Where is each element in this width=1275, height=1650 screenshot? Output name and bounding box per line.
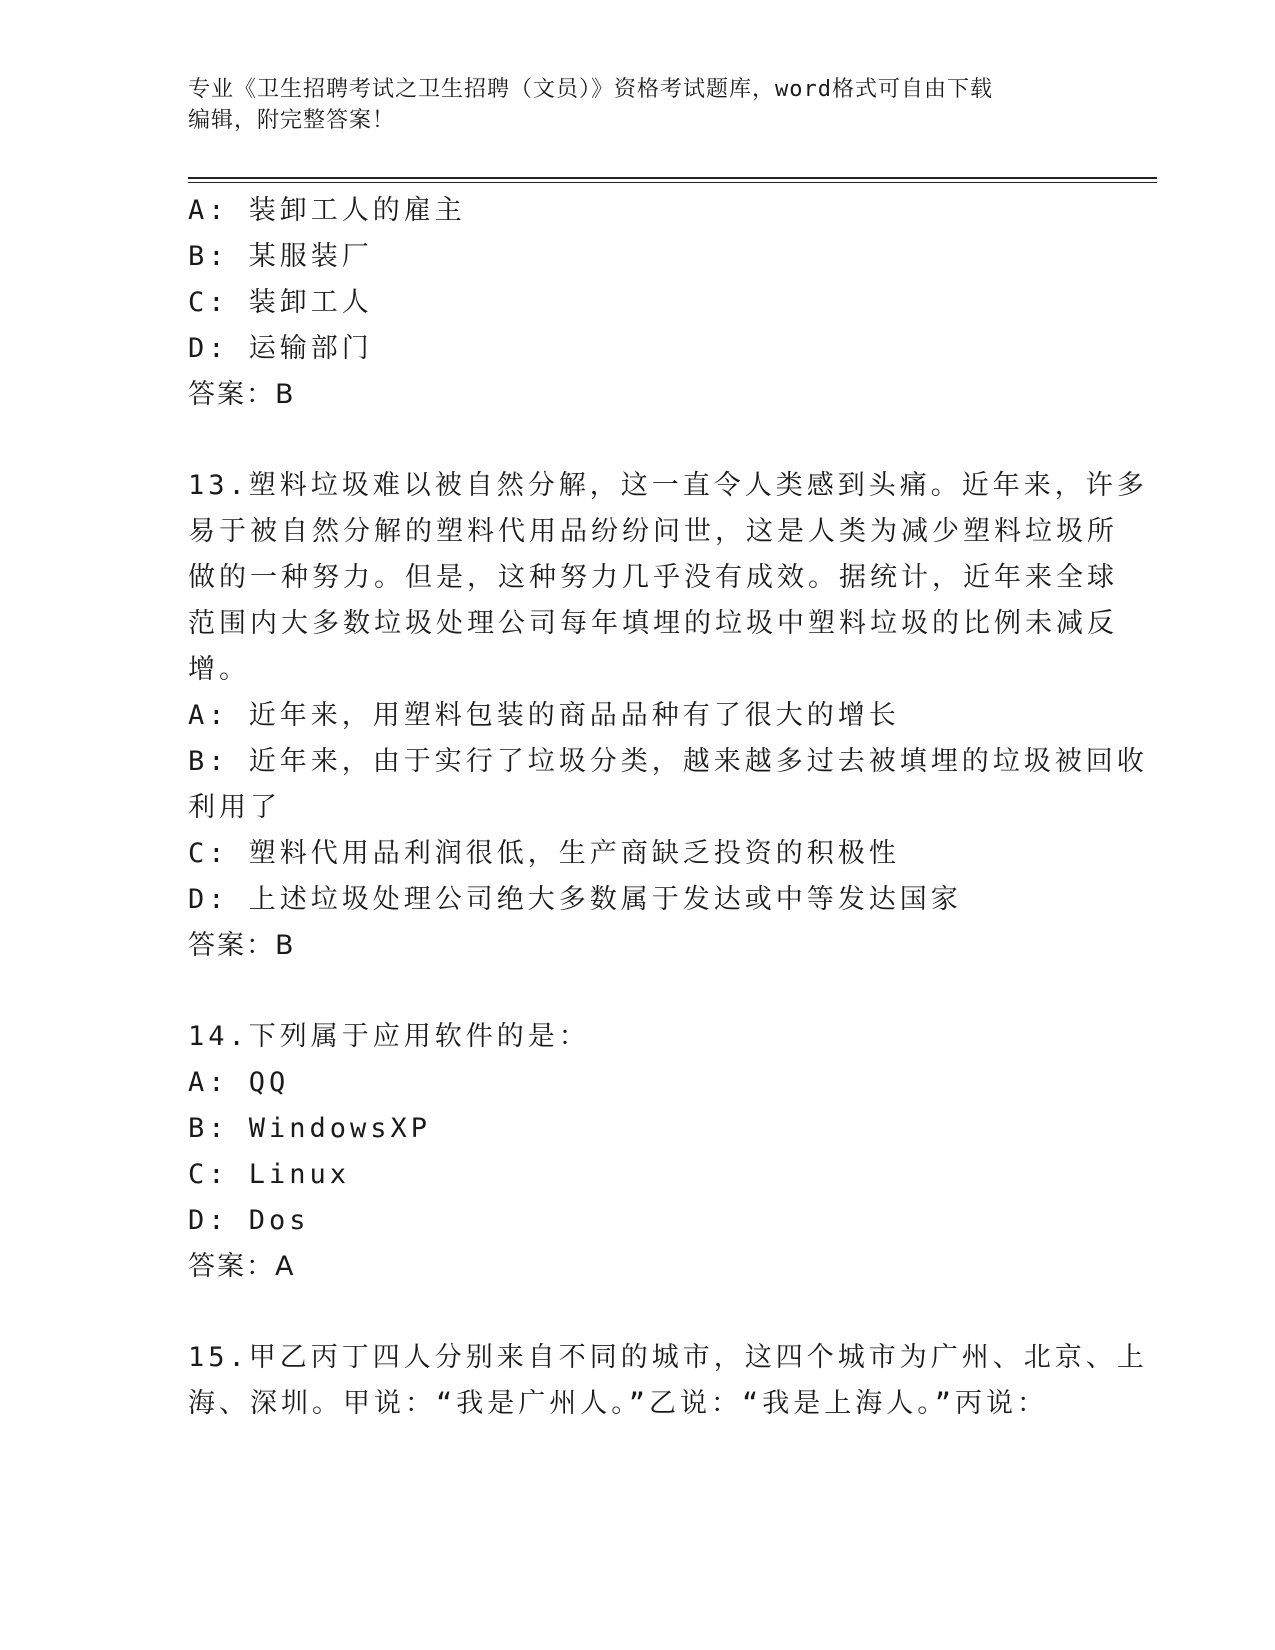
question-15 — [188, 1335, 1148, 1427]
question-stem-line: 13.塑料垃圾难以被自然分解，这一直令人类感到头痛。近年来，许多 — [188, 470, 1148, 501]
option-c: C: 塑料代用品利润很低，生产商缺乏投资的积极性 — [188, 838, 900, 869]
question-12 — [188, 188, 1088, 418]
option-a: A: 装卸工人的雇主 — [188, 195, 466, 226]
option-b: B: 某服装厂 — [188, 241, 373, 272]
question-content — [188, 188, 1148, 1427]
question-stem-line: 14.下列属于应用软件的是： — [188, 1021, 590, 1052]
option-b-continued: 利用了 — [188, 792, 281, 823]
document-header — [188, 74, 1068, 136]
question-stem-line: 做的一种努力。但是，这种努力几乎没有成效。据统计，近年来全球 — [188, 562, 1118, 593]
answer: 答案：A — [188, 1251, 296, 1282]
question-13 — [188, 463, 1148, 969]
header-divider-thin — [188, 182, 1157, 183]
answer: 答案：B — [188, 379, 296, 410]
question-stem-line: 15.甲乙丙丁四人分别来自不同的城市，这四个城市为广州、北京、上 — [188, 1342, 1148, 1373]
question-stem-line: 增。 — [188, 654, 250, 685]
question-stem-line: 易于被自然分解的塑料代用品纷纷问世，这是人类为减少塑料垃圾所 — [188, 516, 1118, 547]
option-c: C: Linux — [188, 1159, 351, 1190]
header-line-1: 专业《卫生招聘考试之卫生招聘（文员）》资格考试题库，word格式可自由下载 — [188, 77, 993, 102]
header-line-2: 编辑，附完整答案！ — [188, 108, 396, 133]
option-a: A: 近年来，用塑料包装的商品品种有了很大的增长 — [188, 700, 900, 731]
question-stem-line: 海、深圳。甲说：“我是广州人。”乙说：“我是上海人。”丙说： — [188, 1388, 1049, 1419]
option-b: B: 近年来，由于实行了垃圾分类，越来越多过去被填埋的垃圾被回收 — [188, 746, 1148, 777]
option-a: A: QQ — [188, 1067, 290, 1098]
option-d: D: 上述垃圾处理公司绝大多数属于发达或中等发达国家 — [188, 884, 962, 915]
option-d: D: 运输部门 — [188, 333, 373, 364]
option-c: C: 装卸工人 — [188, 287, 373, 318]
header-divider-thick — [188, 177, 1157, 179]
option-d: D: Dos — [188, 1205, 310, 1236]
option-b: B: WindowsXP — [188, 1113, 432, 1144]
answer: 答案：B — [188, 930, 296, 961]
question-14 — [188, 1014, 1088, 1290]
question-stem-line: 范围内大多数垃圾处理公司每年填埋的垃圾中塑料垃圾的比例未减反 — [188, 608, 1118, 639]
